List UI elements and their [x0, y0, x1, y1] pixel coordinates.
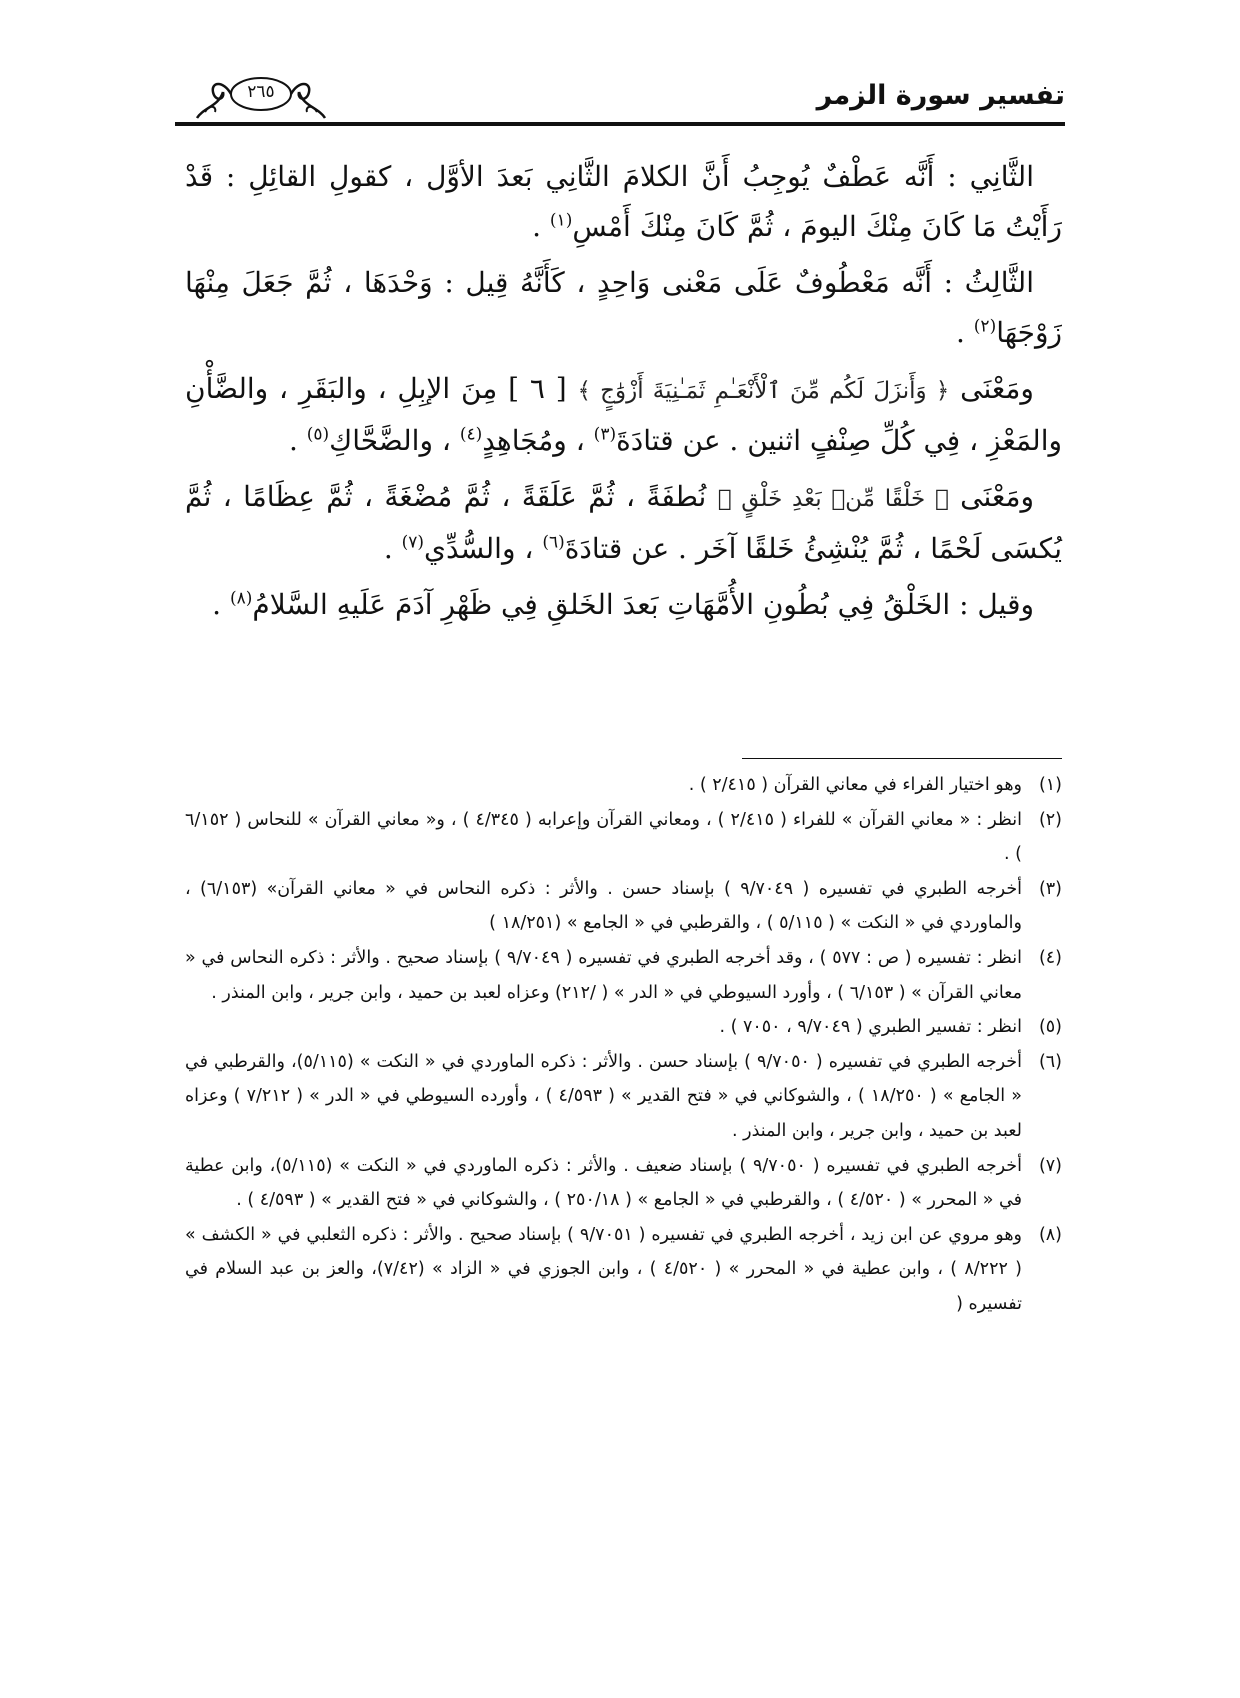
- paragraph-text: ، ومُجَاهِدٍ: [482, 424, 594, 457]
- footnote-ref: (٤): [459, 424, 483, 445]
- paragraph-3: [185, 364, 1062, 466]
- footnote-ref: (٢): [973, 316, 997, 337]
- paragraph-4: [185, 472, 1062, 574]
- footnote-divider: [742, 758, 1062, 759]
- footnote-ref: (٣): [593, 424, 617, 445]
- footnote-item: [185, 872, 1062, 941]
- verse-ref: [ ٦ ]: [497, 372, 578, 405]
- footnote-item: [185, 1045, 1062, 1149]
- footnote-ref: (٨): [229, 588, 253, 609]
- running-title: تفسير سورة الزمر: [816, 80, 1065, 111]
- paragraph-end: .: [288, 424, 307, 457]
- footnote-text: انظر : « معاني القرآن » للفراء ( ٢/٤١٥ ) ، ومعاني القرآن وإعرابه ( ٤/٣٤٥ ) ، و« معاني القرآن » للنحاس ( ٦/١٥٢ ) .: [185, 809, 1022, 865]
- footnote-text: وهو اختيار الفراء في معاني القرآن ( ٢/٤١٥ ) .: [688, 775, 1022, 795]
- paragraph-end: .: [383, 532, 402, 565]
- footnotes: [185, 768, 1062, 1322]
- paragraph-end: .: [955, 316, 974, 349]
- paragraph-text: الثَّالِثُ : أَنَّه مَعْطُوفٌ عَلَى مَعْنى وَاحِدٍ ، كَأَنَّهُ قِيل : وَحْدَهَا ، ثُمَّ جَعَلَ مِنْهَا زَوْجَهَا: [185, 266, 1062, 349]
- footnote-ref: (٧): [401, 532, 425, 553]
- footnote-item: [185, 1218, 1062, 1322]
- footnote-number: (٤): [1038, 947, 1062, 968]
- footnote-ref: (١): [549, 210, 573, 231]
- footnote-number: (٧): [1038, 1155, 1062, 1176]
- footnote-text: أخرجه الطبري في تفسيره ( ٩/٧٠٤٩ ) بإسناد حسن . والأثر : ذكره النحاس في « معاني القرآن» (٦/١٥٣) ، والماوردي في « النكت » ( ٥/١١٥ ) ، والقرطبي في « الجامع » (١٨/٢٥١ ): [185, 878, 1022, 934]
- quran-verse: ﴿ وَأَنزَلَ لَكُم مِّنَ ٱلْأَنْعَـٰمِ ثَمَـٰنِيَةَ أَزْوَٰجٍ ﴾: [577, 378, 950, 404]
- paragraph-text: نُطفَةً ، ثُمَّ عَلَقَةً ، ثُمَّ مُضْغَةً ، ثُمَّ عِظَامًا ، ثُمَّ يُكسَى لَحْمًا ، ثُمَّ يُنْشِئُ خَلقًا آخَر . عن قتادَةَ: [185, 480, 1062, 565]
- footnote-number: (٨): [1038, 1224, 1062, 1245]
- page-number: ٢٦٥: [247, 82, 275, 102]
- paragraph-text: وقيل : الخَلْقُ فِي بُطُونِ الأُمَّهَاتِ بَعدَ الخَلقِ فِي ظَهْرِ آدَمَ عَلَيهِ السَّلامُ: [252, 588, 1034, 621]
- paragraph-end: .: [532, 210, 550, 243]
- footnote-text: أخرجه الطبري في تفسيره ( ٩/٧٠٥٠ ) بإسناد حسن . والأثر : ذكره الماوردي في « النكت » (٥/١١٥)، والقرطبي في « الجامع » ( ١٨/٢٥٠ ) ، والشوكاني في « فتح القدير » ( ٤/٥٩٣ ) ، وأورده السيوطي في « الدر » ( ٧/٢١٢ ) وعزاه لعبد بن حميد ، وابن جرير ، وابن المنذر .: [185, 1051, 1022, 1141]
- quran-verse: ﴿ خَلْقًا مِّنۢ بَعْدِ خَلْقٍ ﴾: [717, 486, 949, 512]
- footnote-ref: (٥): [306, 424, 330, 445]
- paragraph-1: [185, 152, 1062, 252]
- footnote-number: (٦): [1038, 1051, 1062, 1072]
- footnote-text: وهو مروي عن ابن زيد ، أخرجه الطبري في تفسيره ( ٩/٧٠٥١ ) بإسناد صحيح . والأثر : ذكره الثعلبي في « الكشف » ( ٨/٢٢٢ ) ، وابن عطية في « المحرر » ( ٤/٥٢٠ ) ، وابن الجوزي في « الزاد » (٧/٤٢)، والعز بن عبد السلام في تفسيره (: [185, 1224, 1023, 1314]
- footnote-text: أخرجه الطبري في تفسيره ( ٩/٧٠٥٠ ) بإسناد ضعيف . والأثر : ذكره الماوردي في « النكت » (٥/١١٥)، وابن عطية في « المحرر » ( ٤/٥٢٠ ) ، والقرطبي في « الجامع » ( ٢٥٠/١٨ ) ، والشوكاني في « فتح القدير » ( ٤/٥٩٣ ) .: [185, 1155, 1022, 1211]
- page-header: [175, 72, 1065, 134]
- footnote-item: [185, 768, 1062, 803]
- footnote-number: (٣): [1038, 878, 1062, 899]
- paragraph-text: ، والسُّدِّي: [424, 532, 543, 565]
- paragraph-lead: ومَعْنَى: [960, 372, 1034, 405]
- page-number-ornament: [193, 72, 329, 124]
- footnote-number: (١): [1038, 775, 1062, 795]
- paragraph-text: ، والضَّحَّاكِ: [329, 424, 460, 457]
- paragraph-2: [185, 258, 1062, 358]
- footnote-number: (٥): [1038, 1017, 1062, 1038]
- main-text: [185, 152, 1062, 636]
- footnote-number: (٢): [1038, 809, 1062, 830]
- footnote-item: [185, 1010, 1062, 1045]
- footnote-item: [185, 803, 1062, 872]
- paragraph-text: مِنَ الإبِلِ ، والبَقَرِ ، والضَّأْنِ والمَعْزِ ، فِي كُلِّ صِنْفٍ اثنين . عن قتادَةَ: [185, 372, 1062, 457]
- footnote-item: [185, 941, 1062, 1010]
- footnote-ref: (٦): [542, 532, 565, 553]
- paragraph-lead: ومَعْنَى: [960, 480, 1034, 513]
- paragraph-text: الثَّانِي : أَنَّه عَطْفٌ يُوجِبُ أَنَّ الكلامَ الثَّانِي بَعدَ الأوَّل ، كقولِ القائِلِ : قَدْ رَأَيْتُ مَا كَانَ مِنْكَ اليومَ ، ثُمَّ كَانَ مِنْكَ أَمْسِ: [185, 160, 1062, 243]
- footnote-text: انظر : تفسير الطبري ( ٩/٧٠٤٩ ، ٧٠٥٠ ) .: [719, 1017, 1022, 1038]
- footnote-text: انظر : تفسيره ( ص : ٥٧٧ ) ، وقد أخرجه الطبري في تفسيره ( ٩/٧٠٤٩ ) بإسناد صحيح . والأثر : ذكره النحاس في « معاني القرآن » ( ٦/١٥٣ ) ، وأورد السيوطي في « الدر » ( /٢١٢) وعزاه لعبد بن حميد ، وابن جرير ، وابن المنذر .: [185, 947, 1023, 1003]
- paragraph-end: .: [212, 588, 230, 621]
- footnote-item: [185, 1149, 1062, 1218]
- paragraph-5: [185, 580, 1062, 630]
